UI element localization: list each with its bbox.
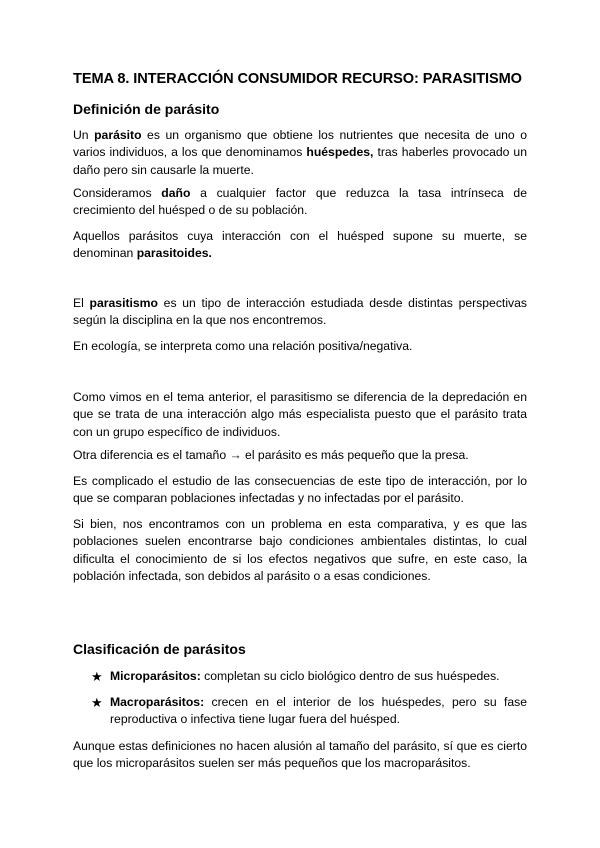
page-title: TEMA 8. INTERACCIÓN CONSUMIDOR RECURSO: PARASITISMO [73,71,522,87]
star-bullet-icon: ★ [91,669,103,684]
term-parasito: parásito [94,128,142,142]
list-item-microparasites: ★ Microparásitos: completan su ciclo biológico dentro de sus huéspedes. [91,669,500,684]
star-bullet-icon: ★ [91,695,103,710]
paragraph-parasite-definition: Un parásito es un organismo que obtiene los nutrientes que necesita de uno o varios individuos, a los que denominamos huéspedes, tras haberles provocado un daño pero sin causarle la muerte. [73,128,527,177]
term-huespedes: huéspedes, [306,145,374,160]
term-microparasitos: Microparásitos: [110,669,201,683]
term-macroparasitos: Macroparásitos: [110,695,205,709]
paragraph-parasitoids: Aquellos parásitos cuya interacción con el huésped supone su muerte, se denominan parasitoides. [73,229,527,261]
paragraph-parasitism: El parasitismo es un tipo de interacción estudiada desde distintas perspectivas según la disciplina en la que nos encontremos. [73,296,527,328]
paragraph-predation-difference: Como vimos en el tema anterior, el parasitismo se diferencia de la depredación en que se trata de una interacción algo más especialista puesto que el parásito trata con un grupo específico de individuos. [73,390,527,439]
term-dano: daño [161,186,191,200]
paragraph-study-consequences: Es complicado el estudio de las consecuencias de este tipo de interacción, por lo que se comparan poblaciones infectadas y no infectadas por el parásito. [73,474,527,506]
paragraph-size-note: Aunque estas definiciones no hacen alusión al tamaño del parásito, sí que es cierto que los microparásitos suelen ser más pequeños que los macroparásitos. [73,739,527,771]
list-item-macroparasites: ★ Macroparásitos: crecen en el interior de los huéspedes, pero su fase reproductiva o infectiva tiene lugar fuera del huésped. [91,695,527,727]
section-heading-definition: Definición de parásito [73,101,220,117]
paragraph-size-difference: Otra diferencia es el tamaño → el parásito es más pequeño que la presa. [73,448,469,462]
term-parasitoides: parasitoides. [136,246,212,261]
paragraph-damage-definition: Consideramos daño a cualquier factor que reduzca la tasa intrínseca de crecimiento del huésped o de su población. [73,186,527,218]
section-heading-classification: Clasificación de parásitos [73,641,246,657]
paragraph-comparison-problem: Si bien, nos encontramos con un problema en esta comparativa, y es que las poblaciones suelen encontrarse bajo condiciones ambientales distintas, lo cual dificulta el conocimiento de si los efectos negativos que sufre, en este caso, la población infectada, son debidos al parásito o a esas condiciones. [73,517,527,584]
paragraph-ecology: En ecología, se interpreta como una relación positiva/negativa. [73,339,413,353]
term-parasitismo: parasitismo [89,296,158,310]
